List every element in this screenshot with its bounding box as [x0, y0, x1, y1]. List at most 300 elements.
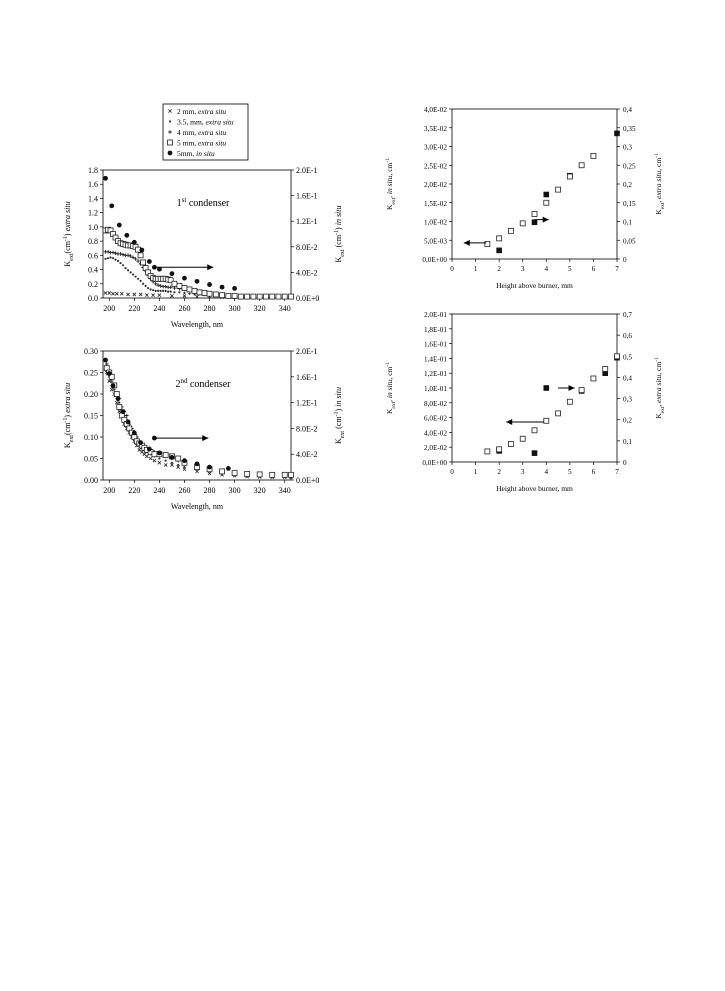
y-left-tick-label: 4,0E-02 — [424, 106, 447, 114]
cross-mark — [120, 292, 123, 295]
square-open-mark — [497, 236, 502, 241]
data-point — [142, 283, 144, 285]
y-right-tick-label: 0.0E+0 — [296, 294, 320, 303]
x-tick-label: 1 — [473, 265, 478, 273]
data-point — [129, 271, 131, 273]
dot-mark — [113, 389, 115, 391]
circle-filled-mark — [138, 440, 143, 445]
y-right-tick-label: 0,15 — [623, 199, 636, 208]
legend-marker — [168, 140, 173, 145]
y-left-tick-label: 0.6 — [88, 251, 98, 261]
y-left-tick-label: 1.2 — [88, 208, 98, 218]
y-right-tick-label: 1.2E-1 — [296, 217, 318, 227]
data-point — [111, 383, 116, 388]
arrow-head — [202, 435, 208, 441]
data-point — [106, 250, 110, 254]
condenser-annotation: 2nd condenser — [175, 377, 231, 391]
square-open-mark — [485, 449, 490, 454]
dot-mark — [173, 291, 175, 293]
dot-mark — [122, 264, 124, 266]
x-tick-label: 6 — [591, 468, 596, 476]
data-point — [170, 455, 175, 460]
circle-filled-mark — [170, 455, 175, 460]
data-point — [520, 436, 525, 441]
dot-mark — [170, 291, 172, 293]
circle-filled-mark — [124, 233, 129, 238]
data-point — [197, 290, 202, 295]
data-point — [111, 251, 115, 255]
axis-arrow — [154, 264, 213, 270]
dot-mark — [167, 291, 169, 293]
data-point — [220, 293, 225, 298]
data-point — [207, 465, 212, 470]
square-open-mark — [245, 471, 250, 476]
y-left-tick-label: 2,5E-02 — [424, 162, 447, 171]
cross-mark — [115, 292, 118, 295]
cross-mark — [115, 401, 118, 404]
x-tick-label: 7 — [615, 468, 619, 476]
data-point — [176, 456, 181, 461]
dot-mark — [140, 280, 142, 282]
square-open-mark — [257, 294, 262, 299]
data-point — [158, 461, 161, 464]
data-point — [126, 254, 130, 258]
data-point — [108, 291, 111, 294]
cross-mark — [139, 293, 142, 296]
square-open-mark — [544, 418, 549, 423]
data-point — [245, 471, 250, 476]
data-point — [508, 442, 513, 447]
square-open-mark — [579, 388, 584, 393]
data-point — [183, 292, 185, 294]
data-point — [165, 290, 167, 292]
square-open-mark — [220, 293, 225, 298]
data-point — [207, 291, 212, 296]
y-left-tick-label: 0,0E+00 — [422, 256, 447, 264]
x-axis-label: Wavelength, nm — [170, 320, 224, 329]
y-right-tick-label: 0,4 — [623, 106, 632, 114]
x-tick-label: 280 — [203, 304, 216, 313]
data-point — [173, 291, 175, 293]
x-tick-label: 220 — [128, 486, 141, 495]
square-open-mark — [270, 472, 275, 477]
x-tick-label: 200 — [103, 304, 116, 313]
data-point — [164, 285, 168, 289]
data-point — [615, 354, 620, 359]
dot-mark — [160, 290, 162, 292]
data-point — [152, 289, 154, 291]
circle-filled-mark — [220, 285, 225, 290]
circle-filled-mark — [139, 248, 144, 253]
cross-mark — [153, 459, 156, 462]
square-open-mark — [226, 293, 231, 298]
x-tick-label: 340 — [278, 304, 291, 313]
x-tick-label: 6 — [591, 265, 596, 273]
square-filled-mark — [544, 386, 549, 391]
square-open-mark — [114, 392, 119, 397]
square-open-mark — [202, 291, 207, 296]
y-left-tick-label: 0.2 — [88, 279, 98, 289]
cross-mark — [158, 294, 161, 297]
dot-mark — [155, 290, 157, 292]
x-tick-label: 5 — [568, 265, 572, 273]
square-open-mark — [152, 452, 157, 457]
square-open-mark — [289, 294, 294, 299]
y-right-tick-label: 0,3 — [623, 395, 632, 404]
x-axis-label: Wavelength, nm — [170, 502, 224, 511]
x-tick-label: 1 — [473, 468, 478, 476]
circle-filled-mark — [182, 458, 187, 463]
data-point — [114, 392, 119, 397]
x-axis-label: Height above burner, mm — [496, 281, 573, 290]
data-point — [125, 414, 129, 418]
data-point — [532, 220, 537, 225]
circle-filled-mark — [168, 151, 173, 156]
y-left-tick-label: 0.25 — [84, 368, 98, 378]
chart-height-in-situ-vs-extra-situ-top — [385, 106, 666, 290]
arrow-head — [464, 240, 470, 246]
dot-mark — [157, 290, 159, 292]
plus-mark — [173, 286, 177, 290]
square-open-mark — [177, 283, 182, 288]
dot-mark — [117, 260, 119, 262]
circle-filled-mark — [121, 409, 126, 414]
square-open-mark — [270, 294, 275, 299]
arrow-head — [543, 217, 549, 223]
square-open-mark — [207, 291, 212, 296]
y-left-tick-label: 3,0E-02 — [424, 143, 447, 152]
data-point — [167, 291, 169, 293]
axis-arrow — [558, 385, 575, 391]
data-point — [134, 276, 136, 278]
data-point — [183, 466, 185, 468]
data-point — [157, 451, 162, 456]
data-point — [103, 358, 108, 363]
circle-filled-mark — [195, 461, 200, 466]
y-left-tick-label: 0.20 — [84, 390, 98, 399]
y-right-axis-label: $K_{ext}$, extra situ, $cm^{-1}$ — [654, 357, 666, 419]
circle-filled-mark — [182, 276, 187, 281]
y-left-tick-label: 0.0 — [88, 294, 98, 303]
square-open-mark — [508, 442, 513, 447]
data-point — [109, 203, 114, 208]
data-point — [508, 228, 513, 233]
dot-mark — [127, 269, 129, 271]
x-tick-label: 340 — [278, 486, 291, 495]
data-point — [188, 293, 190, 295]
data-point — [107, 371, 112, 376]
square-open-mark — [263, 294, 268, 299]
data-point — [126, 293, 129, 296]
data-point — [121, 253, 125, 257]
x-tick-label: 300 — [228, 486, 241, 495]
cross-mark — [152, 294, 155, 297]
circle-filled-mark — [116, 396, 121, 401]
legend-label: 5mm, in situ — [177, 149, 215, 158]
data-point — [158, 294, 161, 297]
square-filled-mark — [615, 131, 620, 136]
data-point — [119, 252, 123, 256]
data-point — [113, 389, 115, 391]
x-tick-label: 3 — [520, 265, 525, 273]
y-left-tick-label: 1,4E-01 — [424, 355, 447, 364]
square-filled-mark — [544, 192, 549, 197]
data-point — [173, 286, 177, 290]
dot-mark — [183, 292, 185, 294]
y-right-tick-label: 8.0E-2 — [296, 242, 318, 252]
circle-filled-mark — [132, 240, 137, 245]
dot-mark — [107, 257, 109, 259]
square-open-mark — [532, 428, 537, 433]
data-point — [147, 287, 149, 289]
plus-mark — [126, 254, 130, 258]
data-point — [171, 462, 173, 464]
square-open-mark — [289, 472, 294, 477]
plus-mark — [159, 284, 163, 288]
data-point — [147, 259, 152, 264]
x-tick-label: 5 — [568, 468, 572, 476]
y-left-axis-label: $K_{ext}(cm^{-1})$ extra situ — [63, 201, 75, 267]
y-right-tick-label: 2.0E-1 — [296, 166, 318, 175]
plus-mark — [105, 362, 109, 366]
y-left-tick-label: 0,0E+00 — [422, 459, 447, 467]
plus-mark — [125, 414, 129, 418]
data-point — [232, 293, 237, 298]
series-square-filled — [497, 355, 620, 455]
chart-condenser1 — [63, 166, 346, 329]
cross-mark — [110, 388, 113, 391]
series-square-open — [485, 354, 620, 454]
square-open-mark — [567, 399, 572, 404]
circle-filled-mark — [103, 176, 108, 181]
data-point — [591, 376, 596, 381]
dot-mark — [119, 262, 121, 264]
y-right-tick-label: 0,35 — [623, 124, 636, 133]
cross-mark — [149, 457, 152, 460]
data-point — [118, 410, 121, 413]
data-point — [276, 294, 281, 299]
y-left-tick-label: 0.05 — [84, 454, 98, 464]
data-point — [150, 288, 152, 290]
dot-mark — [177, 464, 179, 466]
data-point — [579, 388, 584, 393]
data-point — [105, 362, 109, 366]
data-point — [544, 192, 549, 197]
data-point — [137, 278, 139, 280]
x-tick-label: 2 — [497, 468, 501, 476]
data-point — [289, 472, 294, 477]
data-point — [170, 291, 172, 293]
y-left-tick-label: 1,0E-01 — [424, 385, 447, 393]
data-point — [195, 279, 200, 284]
data-point — [110, 388, 113, 391]
y-left-axis-label: $K_{ext}(cm^{-1})$ extra situ — [63, 382, 75, 449]
x-tick-label: 7 — [615, 265, 619, 273]
y-right-tick-label: 0,25 — [623, 162, 636, 171]
data-point — [139, 248, 144, 253]
legend-marker — [169, 120, 171, 122]
series-square-open — [485, 153, 596, 246]
y-left-tick-label: 1.6 — [88, 180, 98, 190]
y-left-tick-label: 8,0E-02 — [424, 399, 447, 408]
data-point — [160, 290, 162, 292]
y-left-tick-label: 0.8 — [88, 237, 98, 247]
y-left-tick-label: 1,8E-01 — [424, 325, 447, 334]
square-open-mark — [141, 260, 146, 265]
dot-mark — [171, 462, 173, 464]
square-filled-mark — [532, 451, 537, 456]
circle-filled-mark — [232, 286, 237, 291]
square-open-mark — [197, 290, 202, 295]
dot-mark — [118, 402, 120, 404]
data-point — [149, 457, 152, 460]
arrow-head — [506, 419, 512, 425]
data-point — [141, 260, 146, 265]
data-point — [177, 283, 182, 288]
data-point — [132, 240, 137, 245]
x-tick-label: 200 — [103, 486, 116, 495]
data-point — [124, 233, 129, 238]
data-point — [182, 276, 187, 281]
square-open-mark — [232, 293, 237, 298]
arrow-head — [569, 385, 575, 391]
circle-filled-mark — [111, 383, 116, 388]
axis-arrow — [154, 435, 208, 441]
y-left-tick-label: 3,5E-02 — [424, 124, 447, 133]
dot-mark — [112, 257, 114, 259]
square-open-mark — [520, 221, 525, 226]
dot-mark — [178, 291, 180, 293]
dot-mark — [150, 288, 152, 290]
circle-filled-mark — [157, 451, 162, 456]
square-open-mark — [591, 376, 596, 381]
y-left-tick-label: 0.4 — [88, 265, 98, 275]
data-point — [103, 176, 108, 181]
cross-mark — [126, 293, 129, 296]
x-tick-label: 260 — [178, 304, 191, 313]
plot-area — [103, 351, 291, 480]
dot-mark — [162, 290, 164, 292]
square-open-mark — [176, 456, 181, 461]
circle-filled-mark — [147, 447, 152, 452]
data-point — [195, 461, 200, 466]
data-point — [117, 223, 122, 228]
dot-mark — [165, 460, 167, 462]
legend-label: 5 mm, extra situ — [177, 138, 227, 148]
y-right-axis-label: $K_{ext}$ $(cm^{-1})$ in situ — [334, 205, 346, 263]
circle-filled-mark — [207, 282, 212, 287]
dot-mark — [129, 271, 131, 273]
data-point — [263, 294, 268, 299]
square-open-mark — [232, 471, 237, 476]
y-left-tick-label: 1,5E-02 — [424, 199, 447, 208]
y-right-tick-label: 0,05 — [623, 237, 636, 246]
chart-condenser2 — [63, 347, 346, 511]
data-point — [187, 287, 192, 292]
data-point — [485, 242, 490, 247]
cross-mark — [170, 294, 173, 297]
dot-mark — [137, 278, 139, 280]
dot-mark — [109, 256, 111, 258]
condenser-annotation: 1st condenser — [176, 195, 230, 209]
y-right-tick-label: 1.6E-1 — [296, 191, 318, 201]
y-left-tick-label: 1.0 — [88, 222, 98, 232]
data-point — [172, 281, 177, 286]
y-left-tick-label: 0.00 — [84, 476, 98, 485]
data-point — [116, 396, 121, 401]
data-point — [127, 269, 129, 271]
data-point — [251, 294, 256, 299]
axis-arrow — [506, 419, 544, 425]
square-open-mark — [567, 174, 572, 179]
data-point — [532, 451, 537, 456]
data-point — [257, 472, 262, 477]
data-point — [104, 291, 107, 294]
plot-area — [103, 170, 291, 298]
y-left-tick-label: 6,0E-02 — [424, 414, 447, 423]
square-open-mark — [168, 140, 173, 145]
data-point — [114, 259, 116, 261]
y-right-tick-label: 4.0E-2 — [296, 268, 318, 278]
data-point — [556, 411, 561, 416]
data-point — [115, 292, 118, 295]
x-tick-label: 4 — [544, 468, 549, 476]
legend-marker — [168, 151, 173, 156]
data-point — [155, 290, 157, 292]
data-point — [145, 285, 147, 287]
x-tick-label: 300 — [228, 304, 241, 313]
arrow-head — [207, 264, 213, 270]
circle-filled-mark — [103, 358, 108, 363]
data-point — [140, 280, 142, 282]
data-point — [118, 402, 120, 404]
y-right-tick-label: 0,3 — [623, 143, 632, 152]
square-open-mark — [282, 294, 287, 299]
data-point — [232, 471, 237, 476]
dot-mark — [165, 290, 167, 292]
dot-mark — [142, 283, 144, 285]
dot-mark — [158, 457, 160, 459]
data-point — [615, 131, 620, 136]
dot-mark — [132, 273, 134, 275]
x-tick-label: 3 — [520, 468, 525, 476]
data-point — [226, 466, 231, 471]
x-tick-label: 220 — [128, 304, 141, 313]
data-point — [544, 386, 549, 391]
square-open-mark — [615, 354, 620, 359]
data-point — [152, 452, 157, 457]
data-point — [119, 262, 121, 264]
y-right-tick-label: 1.6E-1 — [296, 372, 318, 382]
data-point — [136, 259, 140, 263]
data-point — [153, 459, 156, 462]
data-point — [164, 463, 167, 466]
data-point — [138, 440, 143, 445]
data-point — [213, 292, 218, 297]
data-point — [289, 294, 294, 299]
data-point — [159, 284, 163, 288]
data-point — [485, 449, 490, 454]
data-point — [591, 153, 596, 158]
plus-mark — [106, 250, 110, 254]
data-point — [270, 294, 275, 299]
data-point — [124, 267, 126, 269]
data-point — [145, 294, 148, 297]
series-square-open — [103, 227, 293, 299]
y-right-axis-label: $K_{ext}$, extra situ, $cm^{-1}$ — [654, 153, 666, 215]
data-point — [138, 253, 143, 258]
data-point — [111, 292, 114, 295]
